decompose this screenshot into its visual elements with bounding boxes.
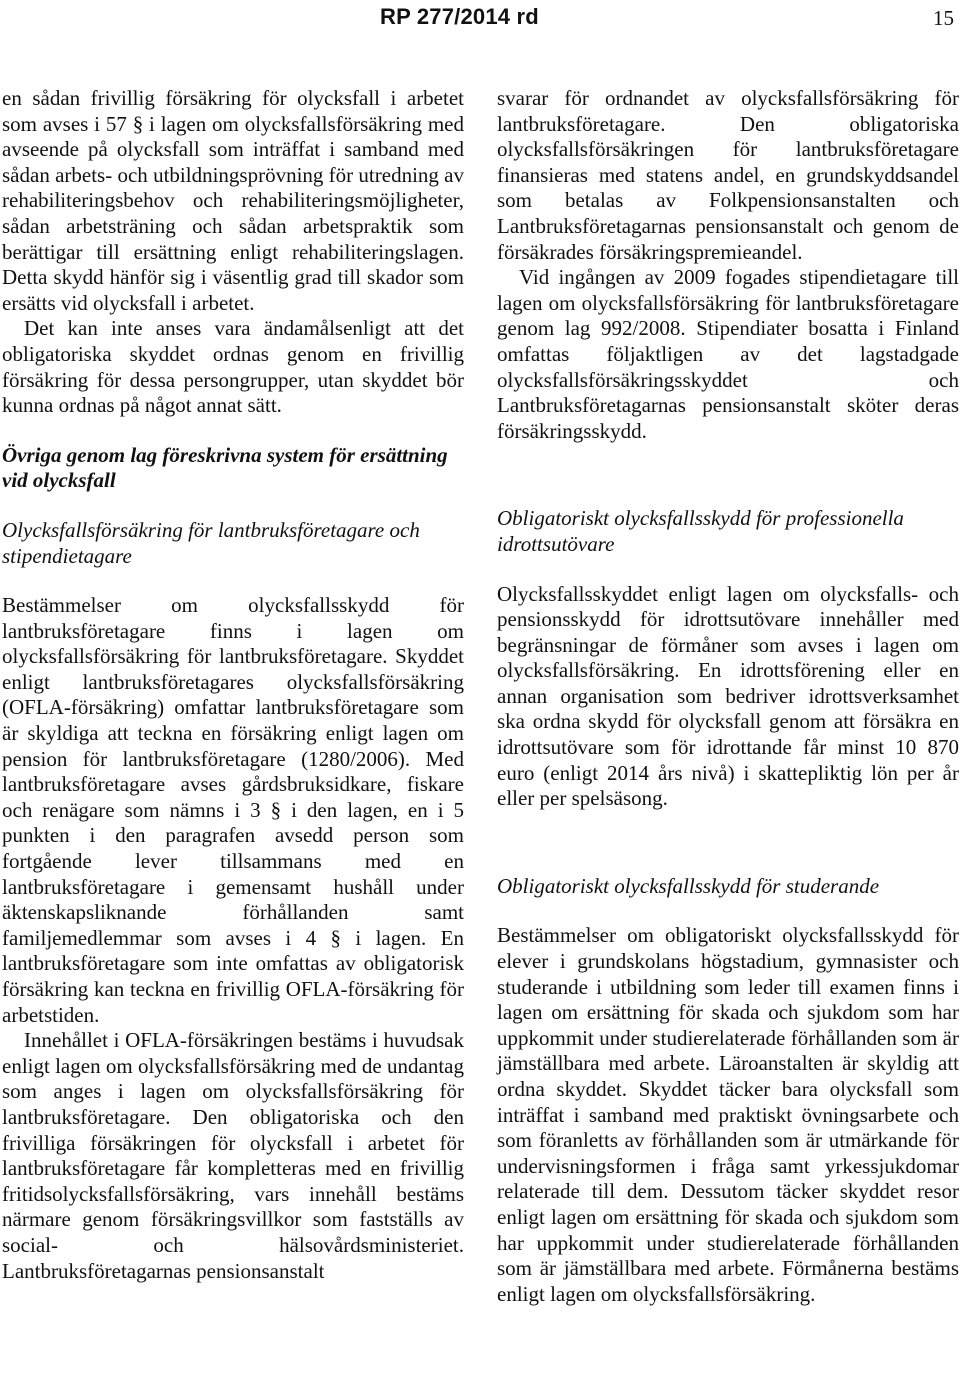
section-heading: Övriga genom lag föreskrivna system för ersättning vid olycksfall (2, 442, 448, 493)
paragraph: Innehållet i OFLA-försäkringen bestäms i huvudsak enligt lagen om olycksfallsförsäkring med de undantag som anges i lagen om olycksfallsförsäkring för lantbruksföretagare. Den obligatoriska och den frivilliga försäkringen för olycksfall i arbetet för lantbruksföretagare får kompletteras med en frivillig fritidsolycksfallsförsäkring, vars innehåll bestäms närmare genom försäkringsvillkor som fastställs av social- och hälsovårdsministeriet. Lantbruksföretagarnas pensionsanstalt (2, 1028, 464, 1283)
left-column (2, 86, 464, 1284)
paragraph: Det kan inte anses vara ändamålsenligt att det obligatoriska skyddet ordnas genom en frivillig försäkring för dessa persongrupper, utan skyddet bör kunna ordnas på något annat sätt. (2, 316, 464, 418)
paragraph: svarar för ordnandet av olycksfallsförsäkring för lantbruksföretagare. Den obligatoriska olycksfallsförsäkringen för lantbruksföretagare finansieras med statens andel, en grundskyddsandel som betalas av Folkpensionsanstalten och Lantbruksföretagarnas pensionsanstalt och genom de försäkrades försäkringspremieandel. (497, 86, 959, 264)
spacer (497, 444, 959, 506)
spacer (497, 899, 959, 923)
paragraph: Vid ingången av 2009 fogades stipendietagare till lagen om olycksfallsförsäkring för lantbruksföretagare genom lag 992/2008. Stipendiater bosatta i Finland omfattas följaktligen av det lagstadgade olycksfallsförsäkringsskyddet och Lantbruksföretagarnas pensionsanstalt sköter deras försäkringsskydd. (497, 265, 959, 443)
paragraph: Bestämmelser om olycksfallsskydd för lantbruksföretagare finns i lagen om olycksfallsförsäkring för lantbruksföretagare. Skyddet enligt lantbruksföretagares olycksfallsförsäkring (OFLA-försäkring) omfattar lantbruksföretagare som är skyldiga att teckna en försäkring enligt lagen om pension för lantbruksföretagare (1280/2006). Med lantbruksföretagare avses gårdsbruksidkare, fiskare och renägare som nämns i 3 § i den lagen, en i 5 punkten i den paragrafen avsedd person som fortgående lever tillsammans med en lantbruksföretagare i gemensamt hushåll under äktenskapsliknande förhållanden samt familjemedlemmar som avses i 4 § i lagen. En lantbruksföretagare som inte omfattas av obligatorisk försäkring kan teckna en frivillig OFLA-försäkring för arbetstiden. (2, 593, 464, 1027)
paragraph: en sådan frivillig försäkring för olycksfall i arbetet som avses i 57 § i lagen om olycksfallsförsäkring med avseende på olycksfall som inträffat i samband med sådan arbets- och utbildningsprövning för utredning av rehabiliteringsbehov och rehabiliteringsmöjligheter, sådan arbetsträning och sådan arbetspraktik som berättigar till ersättning enligt rehabiliteringslagen. Detta skydd hänför sig i väsentlig grad till skador som ersätts vid olycksfall i arbetet. (2, 86, 464, 315)
spacer (2, 569, 464, 593)
page-number: 15 (933, 6, 954, 30)
paragraph: Bestämmelser om obligatoriskt olycksfallsskydd för elever i grundskolans högstadium, gymnasister och studerande i utbildning som leder till examen finns i lagen om ersättning för skada och sjukdom som har uppkommit under studierelaterade förhållanden som är jämställbara med arbete. Läroanstalten är skyldig att ordna skyddet. Skyddet täcker bara olycksfall som inträffat i samband med praktiskt övningsarbete och som föranletts av förhållanden som är utmärkande för undervisningsformen i fråga samt yrkessjukdomar relaterade till dem. Dessutom täcker skyddet resor enligt lagen om ersättning för skada och sjukdom som har uppkommit under studierelaterade förhållanden som är jämställbara med arbete. Förmånerna bestäms enligt lagen om olycksfallsförsäkring. (497, 923, 959, 1306)
page-header (0, 4, 960, 34)
subsection-heading: Olycksfallsförsäkring för lantbruksföretagare och stipendietagare (2, 517, 420, 568)
subsection-heading: Obligatoriskt olycksfallsskydd för studerande (497, 873, 880, 898)
right-column (497, 86, 959, 1307)
spacer (497, 558, 959, 582)
document-id: RP 277/2014 rd (380, 4, 539, 29)
spacer (497, 812, 959, 874)
subsection-heading: Obligatoriskt olycksfallsskydd för professionella idrottsutövare (497, 506, 904, 556)
paragraph: Olycksfallsskyddet enligt lagen om olycksfalls- och pensionsskydd för idrottsutövare innehåller med begränsningar de förmåner som avses i lagen om olycksfallsförsäkring. En idrottsförening eller en annan organisation som bedriver idrottsverksamhet ska ordna skydd för olycksfall genom att försäkra en idrottsutövare som för idrottande får minst 10 870 euro (enligt 2014 års nivå) i skattepliktig lön per år eller per spelsäsong. (497, 581, 959, 811)
spacer (2, 494, 464, 518)
spacer (2, 419, 464, 443)
